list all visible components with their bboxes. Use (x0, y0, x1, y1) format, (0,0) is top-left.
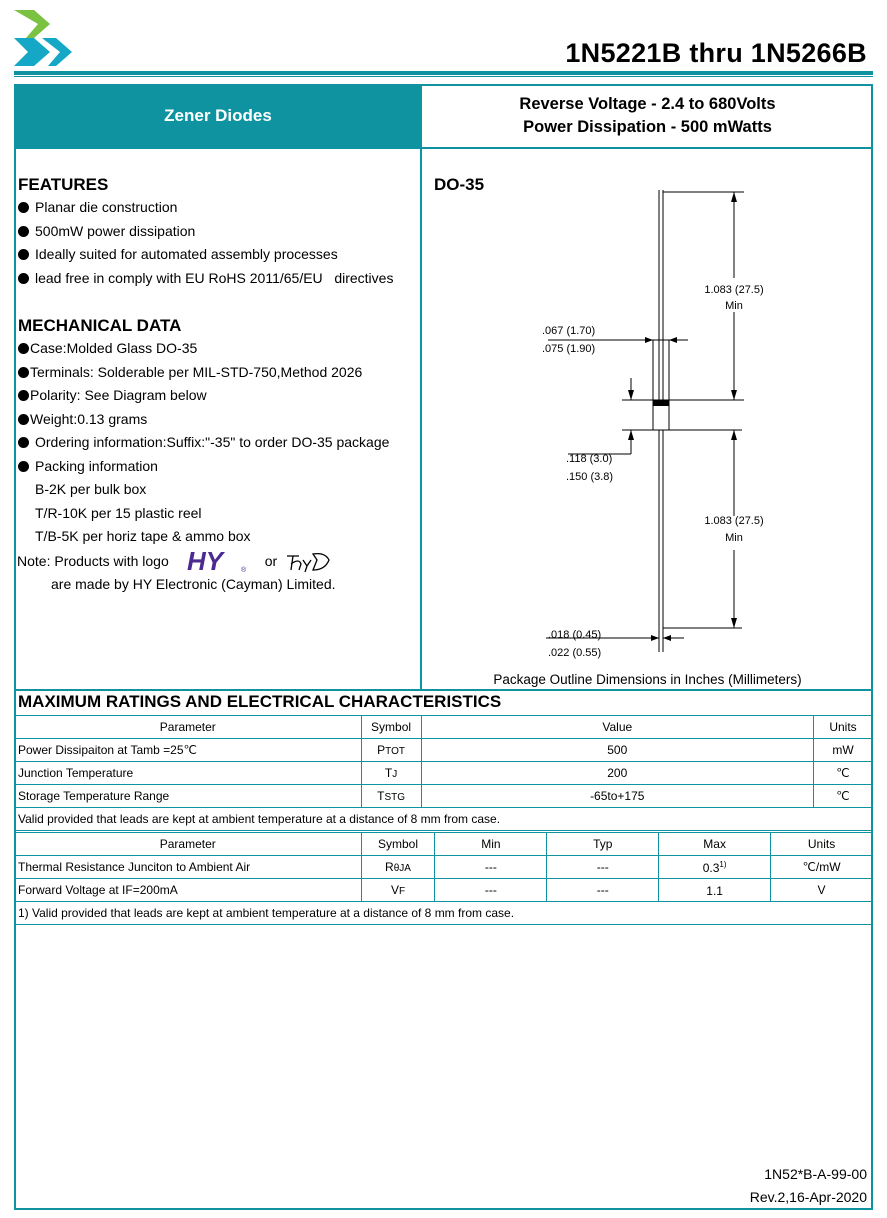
bullet-icon (18, 226, 29, 237)
header-cell: Units (771, 833, 873, 856)
list-item: Case:Molded Glass DO-35 (18, 337, 389, 361)
value-cell: 500 (421, 739, 813, 762)
param-cell: Thermal Resistance Junciton to Ambient Air (15, 856, 362, 879)
bullet-icon (18, 390, 29, 401)
symbol-cell: TSTG (361, 785, 421, 808)
header-cell: Min (435, 833, 547, 856)
typ-cell: --- (547, 879, 659, 902)
list-item: 500mW power dissipation (18, 220, 393, 244)
features-title: FEATURES (18, 175, 109, 194)
ratings-note: Valid provided that leads are kept at ambient temperature at a distance of 8 mm from case. (15, 808, 873, 831)
bullet-icon (18, 461, 29, 472)
packing-item: T/R-10K per 15 plastic reel (35, 504, 202, 521)
unit-cell: V (771, 879, 873, 902)
dim-top-lead-length: 1.083 (27.5) (704, 284, 764, 296)
do35-outline-drawing (422, 150, 873, 670)
svg-text:HY: HY (186, 548, 223, 574)
header-cell: Parameter (15, 833, 362, 856)
list-item: Polarity: See Diagram below (18, 384, 389, 408)
divider (14, 147, 873, 149)
features-list (18, 196, 393, 290)
list-item: Terminals: Solderable per MIL-STD-750,Method 2026 (18, 361, 389, 385)
bullet-icon (18, 367, 29, 378)
dim-body-dia-min: .067 (1.70) (542, 325, 596, 337)
table-row (15, 762, 873, 785)
min-cell: --- (435, 856, 547, 879)
param-cell: Forward Voltage at IF=200mA (15, 879, 362, 902)
title-rule (14, 71, 873, 75)
document-title: 1N5221B thru 1N5266B (565, 38, 867, 68)
dim-lead-dia-min: .018 (0.45) (548, 629, 602, 641)
list-item: Packing information (18, 455, 389, 479)
table-row (15, 856, 873, 879)
mechanical-list (18, 337, 389, 549)
header-cell: Symbol (361, 716, 421, 739)
symbol-cell: TJ (361, 762, 421, 785)
header-cell: Parameter (15, 716, 362, 739)
company-logo (12, 8, 76, 68)
unit-cell: ℃ (814, 785, 873, 808)
dim-bottom-lead-min: Min (725, 532, 743, 544)
table-row (15, 879, 873, 902)
dim-lead-dia-max: .022 (0.55) (548, 647, 602, 659)
symbol-cell: PTOT (361, 739, 421, 762)
ratings-title: MAXIMUM RATINGS AND ELECTRICAL CHARACTERISTICS (18, 692, 502, 711)
mechanical-title: MECHANICAL DATA (18, 316, 182, 335)
unit-cell: ℃/mW (771, 856, 873, 879)
table-note-row (15, 902, 873, 925)
symbol-cell: VF (361, 879, 435, 902)
dim-bottom-lead-length: 1.083 (27.5) (704, 515, 764, 527)
value-cell: -65to+175 (421, 785, 813, 808)
bullet-icon (18, 249, 29, 260)
table-row (15, 785, 873, 808)
list-item: lead free in comply with EU RoHS 2011/65/EU directives (18, 267, 393, 291)
bullet-icon (18, 273, 29, 284)
unit-cell: mW (814, 739, 873, 762)
dim-body-dia-max: .075 (1.90) (542, 343, 596, 355)
max-cell: 0.3$^{1)}$ (659, 856, 771, 879)
spec-power-dissipation: Power Dissipation - 500 mWatts (523, 118, 772, 136)
table-header (15, 833, 873, 856)
list-item: Ordering information:Suffix:"-35" to order DO-35 package (18, 431, 389, 455)
table-note-row (15, 808, 873, 831)
table-header (15, 716, 873, 739)
typ-cell: --- (547, 856, 659, 879)
bullet-icon (18, 414, 29, 425)
param-cell: Power Dissipaiton at Tamb =25℃ (15, 739, 362, 762)
param-cell: Junction Temperature (15, 762, 362, 785)
dim-body-len-min: .118 (3.0) (566, 453, 613, 465)
package-title: DO-35 (434, 175, 485, 194)
ratings-table (14, 715, 873, 831)
value-cell: 200 (421, 762, 813, 785)
max-cell: 1.1 (659, 879, 771, 902)
package-caption: Package Outline Dimensions in Inches (Millimeters) (493, 672, 802, 687)
dim-body-len-max: .150 (3.8) (566, 471, 614, 483)
doc-revision: Rev.2,16-Apr-2020 (749, 1189, 867, 1205)
list-item: Ideally suited for automated assembly processes (18, 243, 393, 267)
header-cell: Units (814, 716, 873, 739)
category-banner: Zener Diodes (14, 84, 422, 148)
table-row (15, 739, 873, 762)
packing-item: B-2K per bulk box (35, 481, 147, 497)
logo-note: Note: Products with logo HY ® or (17, 548, 335, 574)
bullet-icon (18, 343, 29, 354)
bullet-icon (18, 202, 29, 213)
thermal-note: 1) Valid provided that leads are kept at ambient temperature at a distance of 8 mm from case. (15, 902, 873, 925)
hy-script-logo-icon (285, 548, 335, 574)
spec-summary (422, 84, 873, 148)
header-cell: Typ (547, 833, 659, 856)
symbol-cell: RθJA (361, 856, 435, 879)
param-cell: Storage Temperature Range (15, 785, 362, 808)
unit-cell: ℃ (814, 762, 873, 785)
header-cell: Value (421, 716, 813, 739)
thermal-table (14, 832, 873, 925)
logo-note-suffix: are made by HY Electronic (Cayman) Limited. (51, 576, 336, 592)
title-rule-thin (14, 76, 873, 77)
bullet-icon (18, 437, 29, 448)
min-cell: --- (435, 879, 547, 902)
hy-logo-icon (185, 548, 255, 574)
header-cell: Max (659, 833, 771, 856)
spec-reverse-voltage: Reverse Voltage - 2.4 to 680Volts (519, 95, 776, 113)
packing-item: T/B-5K per horiz tape & ammo box (35, 528, 251, 544)
doc-code: 1N52*B-A-99-00 (764, 1166, 867, 1182)
header-cell: Symbol (361, 833, 435, 856)
list-item: Planar die construction (18, 196, 393, 220)
list-item: Weight:0.13 grams (18, 408, 389, 432)
dim-top-lead-min: Min (725, 300, 743, 312)
svg-text:®: ® (240, 567, 246, 574)
divider (14, 689, 873, 691)
